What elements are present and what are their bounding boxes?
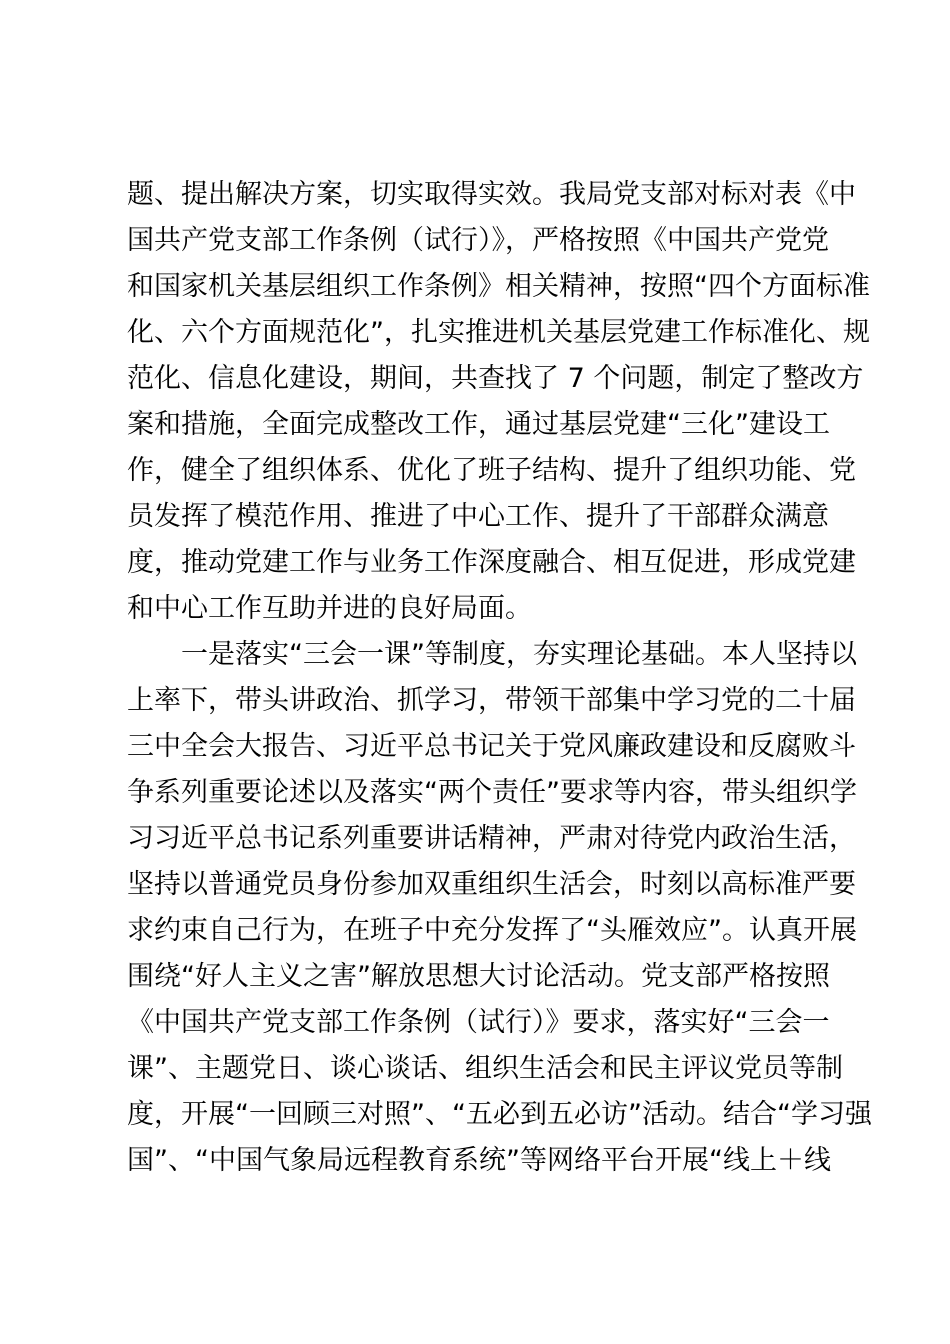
text-line: 和中心工作互助并进的良好局面。 [127, 593, 532, 624]
text-line: 围绕“好人主义之害”解放思想大讨论活动。党支部严格按照 [127, 961, 830, 992]
text-line: 课”、主题党日、谈心谈话、组织生活会和民主评议党员等制 [127, 1053, 843, 1084]
text-line: 求约束自己行为，在班子中充分发挥了“头雁效应”。认真开展 [127, 915, 857, 946]
text-line: 题、提出解决方案，切实取得实效。我局党支部对标对表《中 [127, 179, 856, 210]
text-line: 习习近平总书记系列重要讲话精神，严肃对待党内政治生活， [127, 823, 856, 854]
text-line: 争系列重要论述以及落实“两个责任”要求等内容，带头组织学 [127, 777, 857, 808]
body-text [127, 172, 872, 1184]
text-line: 国共产党支部工作条例（试行）》，严格按照《中国共产党党 [127, 225, 829, 256]
paragraph-first-line: 一是落实“三会一课”等制度，夯实理论基础。本人坚持以 [181, 639, 857, 670]
text-line: 员发挥了模范作用、推进了中心工作、提升了干部群众满意 [127, 501, 829, 532]
text-line: 作，健全了组织体系、优化了班子结构、提升了组织功能、党 [127, 455, 856, 486]
text-line: 和国家机关基层组织工作条例》相关精神，按照“四个方面标准 [127, 271, 870, 302]
text-line: 度，开展“一回顾三对照”、“五必到五必访”活动。结合“学习强 [127, 1099, 872, 1130]
text-line: 三中全会大报告、习近平总书记关于党风廉政建设和反腐败斗 [127, 731, 856, 762]
text-line: 坚持以普通党员身份参加双重组织生活会，时刻以高标准严要 [127, 869, 856, 900]
text-line: 度，推动党建工作与业务工作深度融合、相互促进，形成党建 [127, 547, 856, 578]
text-line: 《中国共产党支部工作条例（试行）》要求，落实好“三会一 [127, 1007, 830, 1038]
text-line: 范化、信息化建设，期间，共查找了 7 个问题，制定了整改方 [127, 363, 864, 394]
text-line: 案和措施，全面完成整改工作，通过基层党建“三化”建设工 [127, 409, 830, 440]
text-line: 国”、“中国气象局远程教育系统”等网络平台开展“线上＋线 [127, 1145, 831, 1176]
text-line: 化、六个方面规范化”，扎实推进机关基层党建工作标准化、规 [127, 317, 870, 348]
text-line: 上率下，带头讲政治、抓学习，带领干部集中学习党的二十届 [127, 685, 856, 716]
